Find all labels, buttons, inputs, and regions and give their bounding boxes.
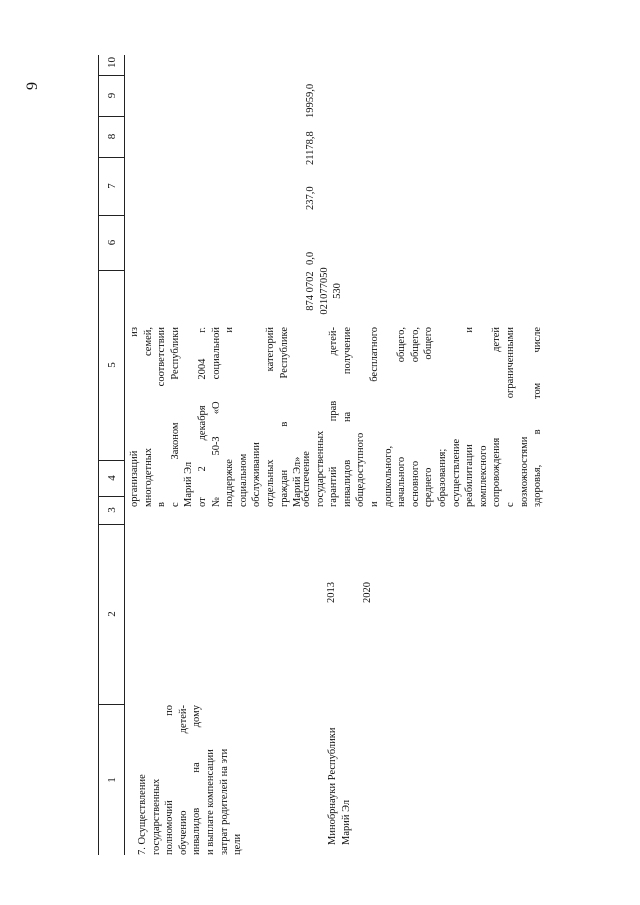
measure-line: инвалидов на дому: [191, 705, 203, 855]
header-col-2: [99, 524, 124, 705]
value-col-10: 19959,0: [305, 83, 316, 118]
description-line: сопровождения детей: [491, 327, 503, 507]
header-col-6: [99, 215, 124, 271]
header-col-9: [99, 75, 124, 117]
continuation-line: многодетных семей,: [142, 327, 154, 507]
description-line: инвалидов на получение: [341, 327, 353, 507]
header-col-7: [99, 157, 124, 216]
description-line: реабилитации и: [464, 327, 476, 507]
header-col-3: [99, 496, 124, 525]
description-line: комплексного: [477, 445, 489, 507]
measure-title: [136, 705, 245, 855]
value-col-9: 21178,8: [305, 131, 316, 165]
continuation-line: организаций из: [129, 327, 140, 507]
continuation-line: отдельных категорий: [264, 327, 276, 507]
description-line: обеспечение: [301, 451, 312, 507]
description-line: и бесплатного: [368, 327, 380, 507]
year-end: 2020: [362, 582, 373, 603]
kbk-line: 530: [332, 283, 344, 299]
continuation-line: в соответствии: [156, 327, 168, 507]
header-col-10-label: 10: [105, 57, 118, 68]
continuation-line: Марий Эл: [183, 461, 195, 507]
description-line: осуществление: [450, 438, 462, 507]
table-header-row: [98, 55, 125, 855]
description-line: основного общего,: [409, 327, 421, 507]
measure-line: цели: [232, 833, 244, 855]
continuation-line: с Законом Республики: [169, 327, 181, 507]
header-col-5: [99, 270, 124, 461]
header-col-2-label: 2: [105, 611, 118, 617]
description-line: гарантий прав детей-: [328, 327, 340, 507]
header-col-4-label: 4: [105, 475, 118, 481]
description-line: с ограниченными: [504, 327, 516, 507]
measure-line: и выплате компенсации: [204, 749, 216, 855]
header-col-6-label: 6: [105, 239, 118, 246]
continuation-line: граждан в Республике: [278, 327, 290, 507]
continuation-line: обслуживании: [251, 442, 263, 507]
measure-line: государственных: [150, 778, 162, 855]
value-col-8: 237,0: [305, 186, 316, 210]
header-col-1-label: 1: [105, 777, 118, 783]
executor: Минобрнауки Республики Марий Эл: [327, 727, 352, 845]
measure-line: полномочий по: [164, 705, 176, 855]
continuation-text: [128, 327, 305, 507]
description-line: образования;: [436, 448, 448, 507]
header-col-7-label: 7: [105, 183, 118, 189]
header-col-5-label: 5: [105, 362, 118, 368]
header-col-9-label: 9: [105, 92, 118, 99]
description-line: общедоступного: [355, 432, 367, 507]
page-number: 9: [24, 82, 41, 90]
measure-description: [300, 327, 545, 507]
continuation-line: поддержке и: [224, 327, 236, 507]
header-col-10: [99, 54, 124, 76]
measure-line: затрат родителей на эти: [218, 748, 230, 855]
header-col-8-label: 8: [105, 133, 118, 140]
header-col-1: [99, 705, 124, 855]
header-col-3-label: 3: [105, 507, 118, 513]
measure-line: 7. Осуществление: [137, 774, 148, 855]
header-col-4: [99, 460, 124, 497]
continuation-line: № 50-З «О социальной: [210, 327, 222, 507]
description-line: среднего общего: [423, 327, 435, 507]
description-line: начального общего,: [396, 327, 408, 507]
description-line: возможностями: [518, 436, 530, 507]
continuation-line: Марий Эл»: [292, 456, 304, 507]
year-start: 2013: [326, 582, 337, 603]
budget-classification-code: [304, 262, 345, 320]
description-line: здоровья, в том числе: [532, 327, 544, 507]
continuation-line: социальном: [237, 453, 249, 507]
value-col-7: 0,0: [305, 251, 316, 265]
kbk-line: 021077050: [318, 267, 330, 315]
header-col-8: [99, 116, 124, 158]
kbk-line: 874 0702: [305, 271, 316, 311]
continuation-line: от 2 декабря 2004 г.: [196, 327, 208, 507]
description-line: дошкольного,: [382, 445, 394, 507]
description-line: государственных: [314, 430, 326, 507]
measure-line: обучению детей-: [177, 705, 189, 855]
